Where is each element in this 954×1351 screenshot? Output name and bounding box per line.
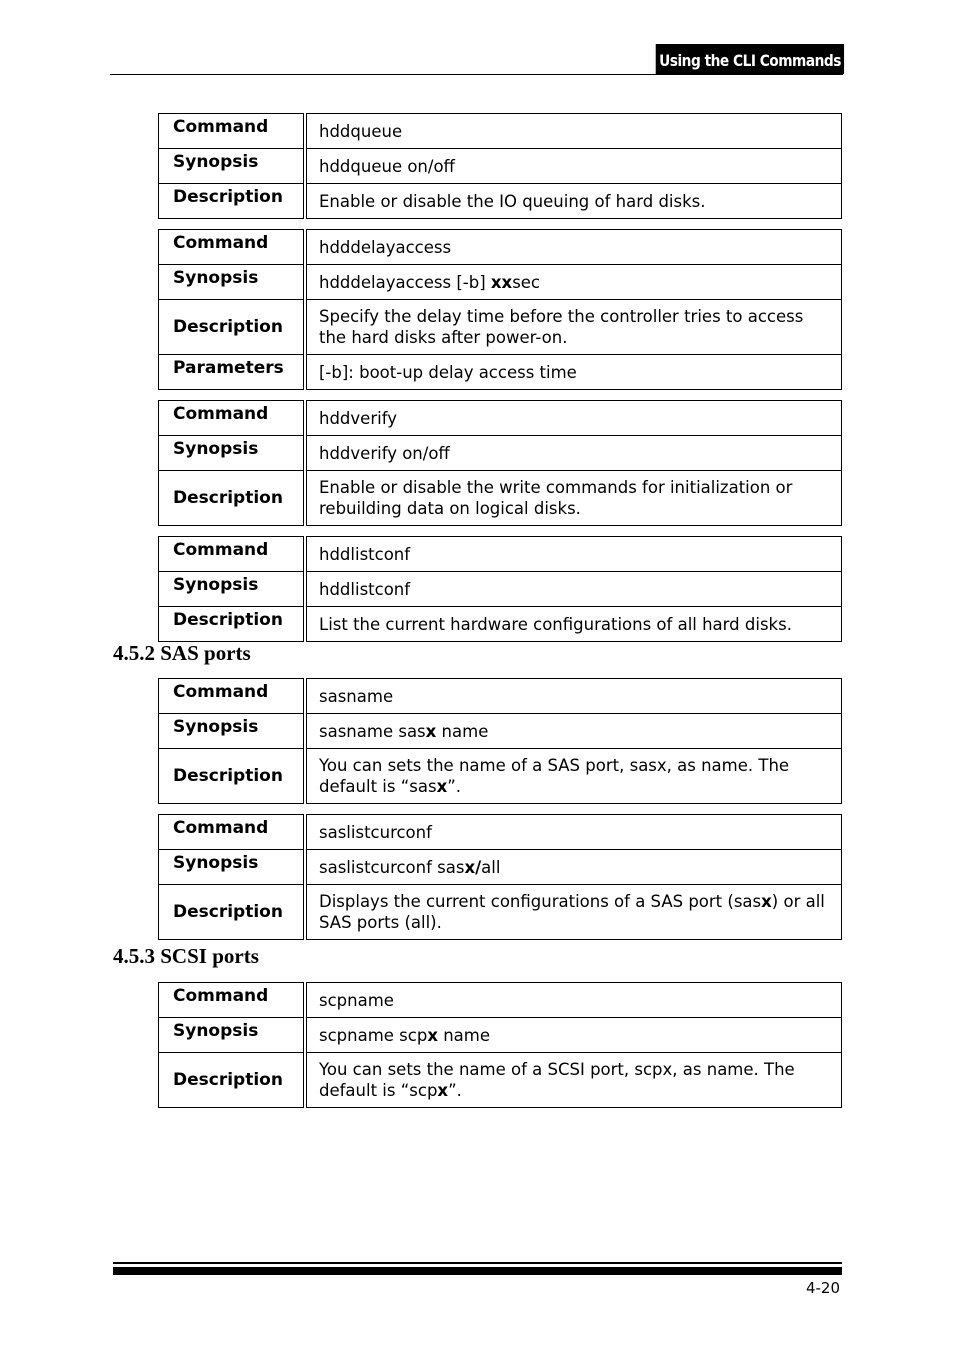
parameters-label: Parameters [159, 355, 306, 390]
description-label: Description [159, 471, 306, 526]
synopsis-value: hddqueue on/off [305, 149, 842, 184]
synopsis-label: Synopsis [159, 149, 306, 184]
synopsis-value: saslistcurconf sasx/all [305, 850, 842, 885]
command-label: Command [159, 983, 306, 1018]
description-label: Description [159, 607, 306, 642]
command-value: hddlistconf [305, 537, 842, 572]
command-label: Command [159, 114, 306, 149]
synopsis-label: Synopsis [159, 1018, 306, 1053]
command-label: Command [159, 401, 306, 436]
command-table-hdddelayaccess [158, 229, 842, 390]
command-table-saslistcurconf [158, 814, 842, 940]
command-value: hdddelayaccess [305, 230, 842, 265]
command-table-hddverify [158, 400, 842, 526]
description-value: Displays the current configurations of a SAS port (sasx) or all SAS ports (all). [305, 885, 842, 940]
description-value: You can sets the name of a SAS port, sasx, as name. The default is “sasx”. [305, 749, 842, 804]
section-heading-scsi-ports: 4.5.3 SCSI ports [113, 944, 259, 968]
synopsis-label: Synopsis [159, 265, 306, 300]
footer-rule-thin [113, 1262, 842, 1264]
header-rule [110, 74, 843, 75]
command-value: saslistcurconf [305, 815, 842, 850]
command-table-hddqueue [158, 113, 842, 219]
page-number: 4-20 [805, 1279, 840, 1297]
scsi-command-tables [158, 982, 842, 1118]
command-label: Command [159, 537, 306, 572]
command-value: hddverify [305, 401, 842, 436]
footer-rule-thick [113, 1267, 842, 1275]
command-label: Command [159, 679, 306, 714]
command-value: scpname [305, 983, 842, 1018]
synopsis-value: hdddelayaccess [-b] xxsec [305, 265, 842, 300]
synopsis-label: Synopsis [159, 436, 306, 471]
command-table-sasname [158, 678, 842, 804]
description-label: Description [159, 184, 306, 219]
synopsis-label: Synopsis [159, 850, 306, 885]
command-value: sasname [305, 679, 842, 714]
synopsis-label: Synopsis [159, 572, 306, 607]
description-label: Description [159, 885, 306, 940]
synopsis-value: hddverify on/off [305, 436, 842, 471]
command-label: Command [159, 815, 306, 850]
command-table-hddlistconf [158, 536, 842, 642]
description-value: You can sets the name of a SCSI port, scpx, as name. The default is “scpx”. [305, 1053, 842, 1108]
synopsis-value: hddlistconf [305, 572, 842, 607]
command-value: hddqueue [305, 114, 842, 149]
synopsis-value: sasname sasx name [305, 714, 842, 749]
description-value: Enable or disable the IO queuing of hard disks. [305, 184, 842, 219]
description-value: Specify the delay time before the controller tries to access the hard disks after power-on. [305, 300, 842, 355]
synopsis-value: scpname scpx name [305, 1018, 842, 1053]
sas-command-tables [158, 678, 842, 950]
section-heading-sas-ports: 4.5.2 SAS ports [113, 641, 251, 665]
description-value: Enable or disable the write commands for initialization or rebuilding data on logical disks. [305, 471, 842, 526]
command-label: Command [159, 230, 306, 265]
description-label: Description [159, 300, 306, 355]
parameters-value: [-b]: boot-up delay access time [305, 355, 842, 390]
command-table-scpname [158, 982, 842, 1108]
header-title: Using the CLI Commands [655, 44, 844, 74]
hdd-command-tables [158, 113, 842, 652]
description-value: List the current hardware configurations of all hard disks. [305, 607, 842, 642]
description-label: Description [159, 749, 306, 804]
description-label: Description [159, 1053, 306, 1108]
synopsis-label: Synopsis [159, 714, 306, 749]
